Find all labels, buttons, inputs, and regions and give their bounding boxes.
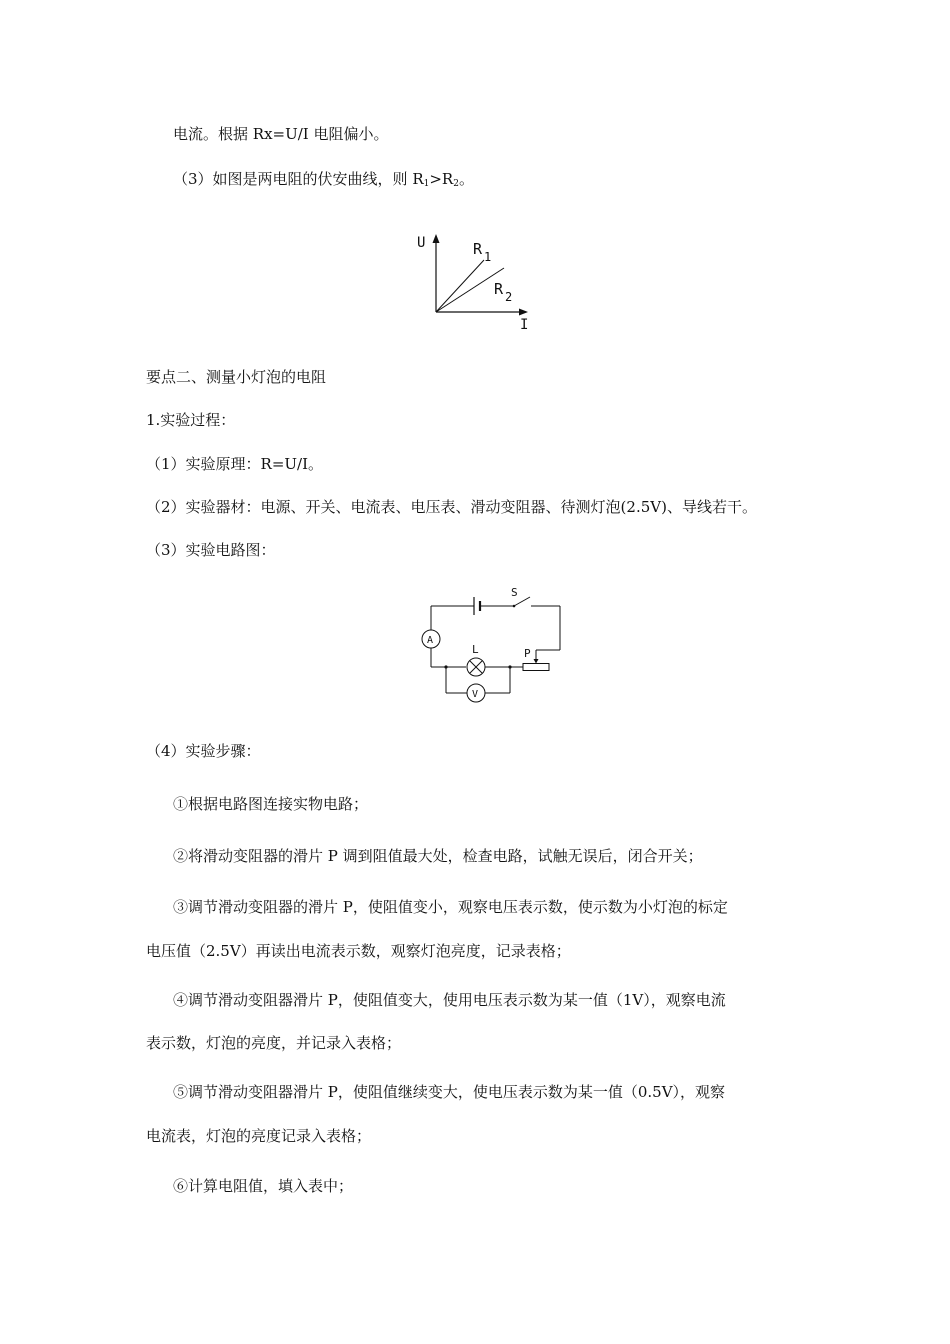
iv-sub-2: 2 xyxy=(453,179,459,189)
step-5-line-1: ⑤调节滑动变阻器滑片 P，使阻值继续变大，使电压表示数为某一值（0.5V），观察 xyxy=(173,1083,726,1101)
paragraph-iv-curve xyxy=(173,169,474,194)
step-2: ②将滑动变阻器的滑片 P 调到阻值最大处，检查电路，试触无误后，闭合开关； xyxy=(173,847,703,865)
step-4-line-2: 表示数，灯泡的亮度，并记录入表格； xyxy=(146,1034,402,1052)
process-title: 1.实验过程： xyxy=(146,411,236,429)
iv-text-mid: >R xyxy=(429,170,454,188)
axis-label-u: U xyxy=(417,235,426,251)
step-5-line-2: 电流表，灯泡的亮度记录入表格； xyxy=(146,1127,372,1145)
circuit-title: （3）实验电路图： xyxy=(146,541,276,559)
step-3-line-1: ③调节滑动变阻器的滑片 P，使阻值变小，观察电压表示数，使示数为小灯泡的标定 xyxy=(173,898,728,916)
y-axis-arrow xyxy=(433,234,440,243)
label-r2-sub: 2 xyxy=(505,290,513,304)
iv-text-pre: （3）如图是两电阻的伏安曲线，则 R xyxy=(173,170,424,188)
label-a: A xyxy=(427,635,434,646)
label-p: P xyxy=(524,647,531,660)
step-3-line-2: 电压值（2.5V）再读出电流表示数，观察灯泡亮度，记录表格； xyxy=(146,942,571,960)
steps-title: （4）实验步骤： xyxy=(146,742,261,760)
label-r1: R xyxy=(473,240,483,258)
rheostat xyxy=(523,664,549,671)
label-s: S xyxy=(511,586,518,599)
axis-label-i: I xyxy=(520,317,529,333)
circuit-diagram xyxy=(410,585,570,710)
iv-sub-1: 1 xyxy=(423,179,430,189)
iv-text-post: 。 xyxy=(458,170,474,188)
equipment-line: （2）实验器材：电源、开关、电流表、电压表、滑动变阻器、待测灯泡(2.5V)、导线若干。 xyxy=(146,498,757,516)
slider-arrow xyxy=(534,659,539,664)
label-r2: R xyxy=(494,280,504,298)
step-4-line-1: ④调节滑动变阻器滑片 P，使阻值变大，使用电压表示数为某一值（1V），观察电流 xyxy=(173,991,726,1009)
section-title: 要点二、测量小灯泡的电阻 xyxy=(146,368,327,386)
step-6: ⑥计算电阻值，填入表中； xyxy=(173,1177,354,1195)
x-axis-arrow xyxy=(519,309,528,316)
step-1: ①根据电路图连接实物电路； xyxy=(173,795,369,813)
label-l: L xyxy=(472,643,479,656)
iv-graph xyxy=(410,230,540,335)
paragraph-conclusion: 电流。根据 Rx=U/I 电阻偏小。 xyxy=(173,125,389,143)
principle-line: （1）实验原理：R=U/I。 xyxy=(146,455,324,473)
label-r1-sub: 1 xyxy=(484,250,492,264)
label-v: V xyxy=(472,689,479,700)
